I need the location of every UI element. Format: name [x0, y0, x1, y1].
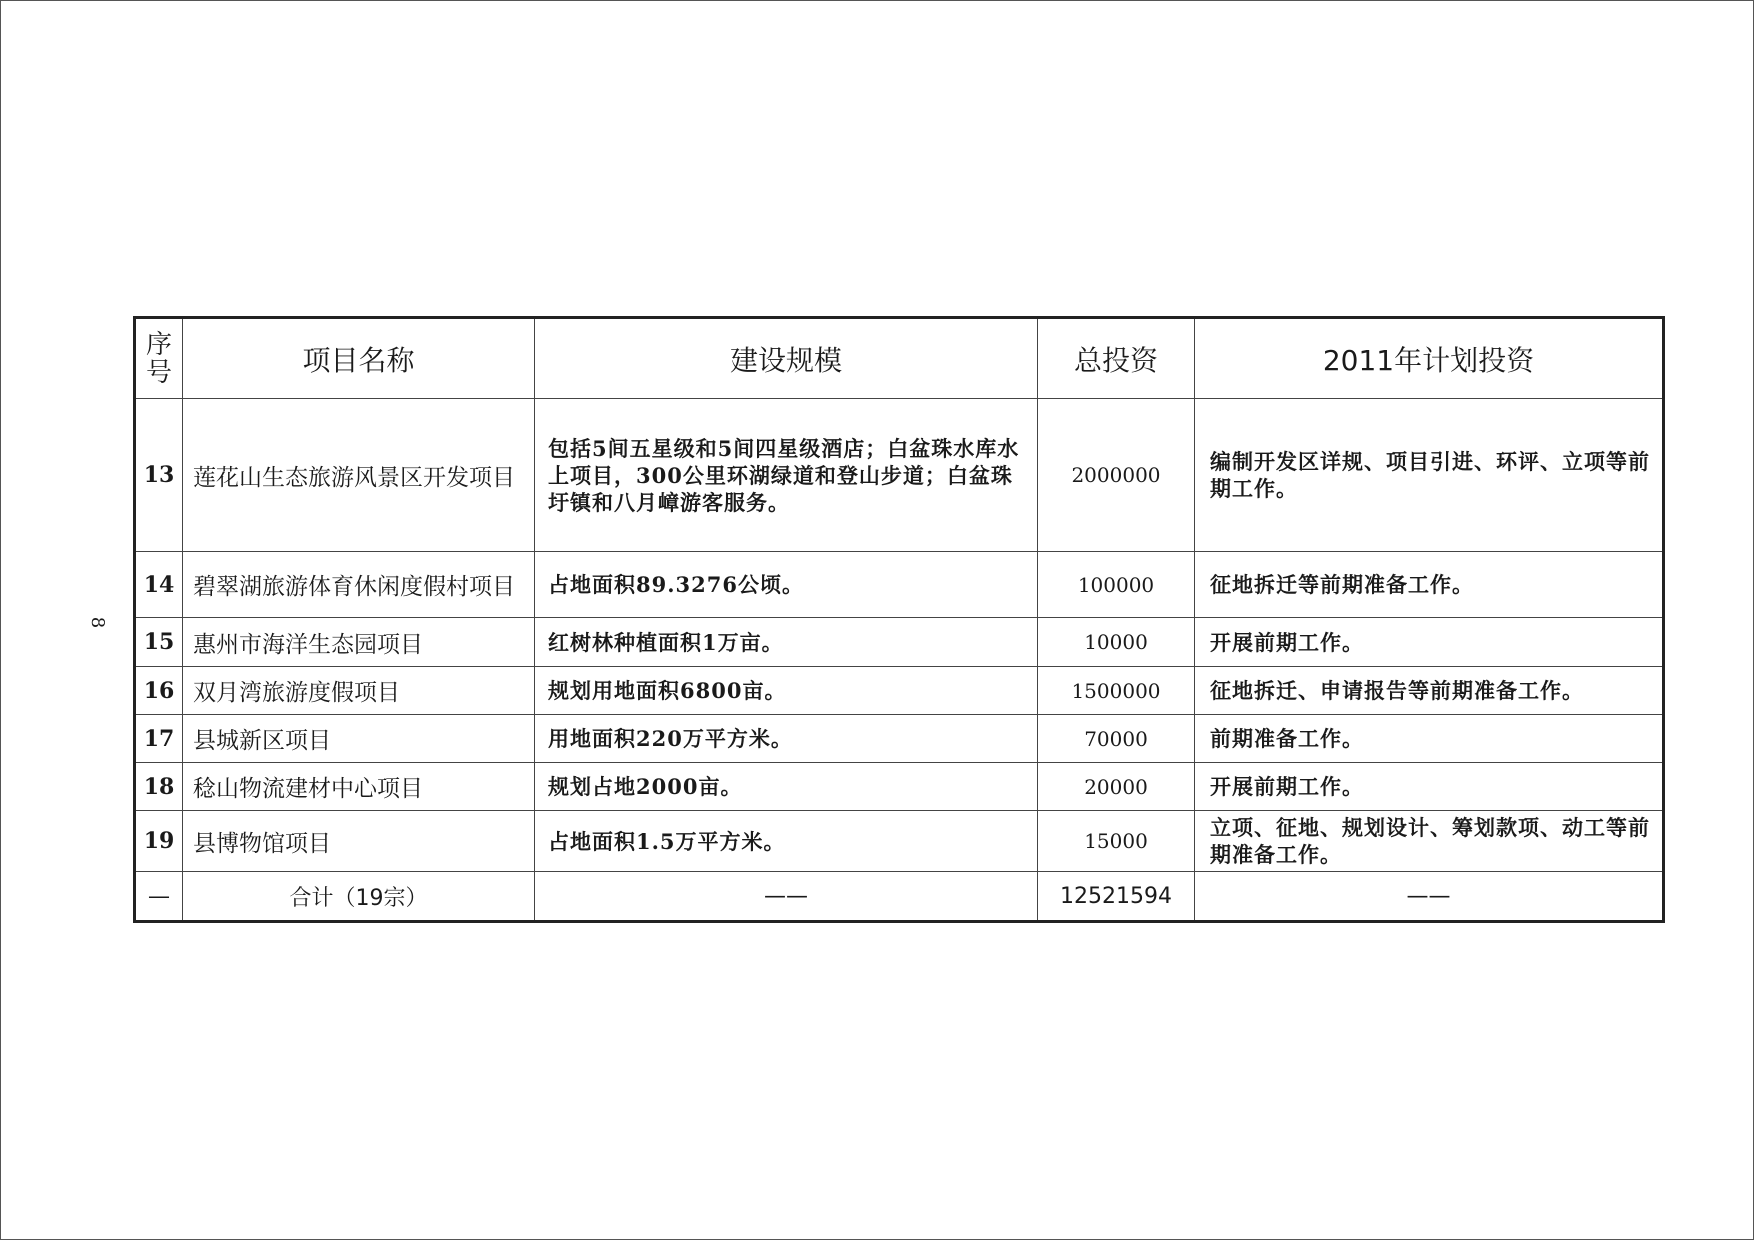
row-name: 稔山物流建材中心项目	[183, 763, 535, 811]
row-name: 双月湾旅游度假项目	[183, 667, 535, 715]
row-total: 2000000	[1038, 399, 1195, 552]
row-plan: 征地拆迁、申请报告等前期准备工作。	[1195, 667, 1664, 715]
row-scale: 红树林种植面积1万亩。	[535, 618, 1038, 667]
summary-scale: ——	[535, 872, 1038, 922]
header-name: 项目名称	[183, 318, 535, 399]
row-name: 惠州市海洋生态园项目	[183, 618, 535, 667]
row-seq: 15	[135, 618, 183, 667]
row-name: 莲花山生态旅游风景区开发项目	[183, 399, 535, 552]
row-scale: 占地面积1.5万平方米。	[535, 811, 1038, 872]
summary-plan: ——	[1195, 872, 1664, 922]
project-table	[133, 316, 1665, 923]
table-row	[135, 399, 1664, 552]
row-total: 100000	[1038, 552, 1195, 618]
header-seq-line1: 序	[145, 329, 172, 360]
row-plan: 开展前期工作。	[1195, 763, 1664, 811]
row-scale: 规划占地2000亩。	[535, 763, 1038, 811]
row-name: 县博物馆项目	[183, 811, 535, 872]
header-row	[135, 318, 1664, 399]
row-seq: 14	[135, 552, 183, 618]
table-row	[135, 618, 1664, 667]
row-name: 县城新区项目	[183, 715, 535, 763]
row-plan: 征地拆迁等前期准备工作。	[1195, 552, 1664, 618]
summary-seq: —	[135, 872, 183, 922]
page-number: 8	[87, 616, 109, 629]
row-scale: 包括5间五星级和5间四星级酒店；白盆珠水库水上项目，300公里环湖绿道和登山步道；白盆珠圩镇和八月嶂游客服务。	[535, 399, 1038, 552]
row-seq: 16	[135, 667, 183, 715]
row-scale: 规划用地面积6800亩。	[535, 667, 1038, 715]
table-row	[135, 715, 1664, 763]
header-scale: 建设规模	[535, 318, 1038, 399]
header-seq-line2: 号	[145, 357, 172, 388]
row-total: 1500000	[1038, 667, 1195, 715]
summary-label: 合计（19宗）	[183, 872, 535, 922]
row-seq: 18	[135, 763, 183, 811]
row-plan: 前期准备工作。	[1195, 715, 1664, 763]
summary-total: 12521594	[1038, 872, 1195, 922]
row-total: 70000	[1038, 715, 1195, 763]
row-plan: 立项、征地、规划设计、筹划款项、动工等前期准备工作。	[1195, 811, 1664, 872]
row-scale: 用地面积220万平方米。	[535, 715, 1038, 763]
header-seq	[135, 318, 183, 399]
row-total: 15000	[1038, 811, 1195, 872]
row-seq: 17	[135, 715, 183, 763]
row-plan: 开展前期工作。	[1195, 618, 1664, 667]
table-row	[135, 763, 1664, 811]
table-row	[135, 667, 1664, 715]
row-plan: 编制开发区详规、项目引进、环评、立项等前期工作。	[1195, 399, 1664, 552]
row-total: 10000	[1038, 618, 1195, 667]
table-row	[135, 552, 1664, 618]
table-row	[135, 811, 1664, 872]
row-total: 20000	[1038, 763, 1195, 811]
header-total: 总投资	[1038, 318, 1195, 399]
row-name: 碧翠湖旅游体育休闲度假村项目	[183, 552, 535, 618]
row-seq: 19	[135, 811, 183, 872]
row-scale: 占地面积89.3276公顷。	[535, 552, 1038, 618]
summary-row	[135, 872, 1664, 922]
row-seq: 13	[135, 399, 183, 552]
header-plan: 2011年计划投资	[1195, 318, 1664, 399]
